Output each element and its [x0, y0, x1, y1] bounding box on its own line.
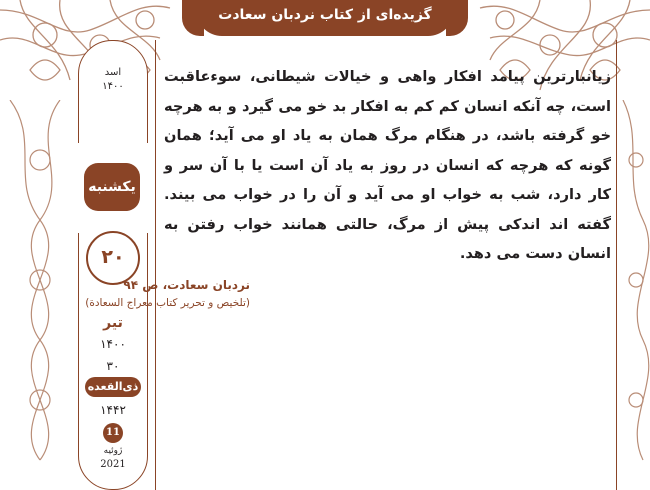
date-sidebar: [78, 40, 148, 490]
right-border-ornament: [618, 100, 650, 490]
lunar-day: ۳۰: [106, 359, 120, 373]
solar-day: ۲۰: [86, 231, 140, 285]
quote-body: زیانبارترین پیامد افکار واهی و خیالات شیطانی، سوءعاقبت است، چه آنکه انسان کم کم به افکار بد خو می گیرد و به هرچه خو گرفته باشد، در هنگام مرگ همان به یاد او می آید؛ همان گونه که هرچه که انسان در روز به یاد آن است یا با آن سر و کار دارد، شب به خواب او می آید و آن را در خواب می بیند. گفته اند اندکی پیش از مرگ، حالتی همانند خواب رفتن به انسان دست می دهد.: [164, 68, 611, 262]
solar-year: ۱۴۰۰: [100, 337, 126, 351]
lunar-month: ذی‌القعده: [85, 377, 141, 397]
header-tab: [196, 0, 454, 36]
left-border-ornament: [0, 100, 80, 490]
top-value: ۱۴۰۰: [102, 81, 124, 92]
greg-month: ژوئیه: [103, 446, 123, 456]
source-title: نردبان سعادت، ص ۹۴: [123, 278, 250, 292]
top-label: اسد: [104, 67, 122, 78]
lunar-year: ۱۴۴۲: [100, 403, 126, 417]
header-title: گزیده‌ای از کتاب نردبان سعادت: [218, 7, 432, 23]
source-note: (تلخیص و تحریر کتاب معراج السعادة): [85, 297, 250, 309]
day-badge-wrap: [78, 143, 148, 233]
greg-day: 11: [103, 423, 123, 443]
day-name: یکشنبه: [84, 163, 140, 211]
greg-year: 2021: [100, 459, 126, 470]
solar-month: تیر: [103, 315, 123, 331]
